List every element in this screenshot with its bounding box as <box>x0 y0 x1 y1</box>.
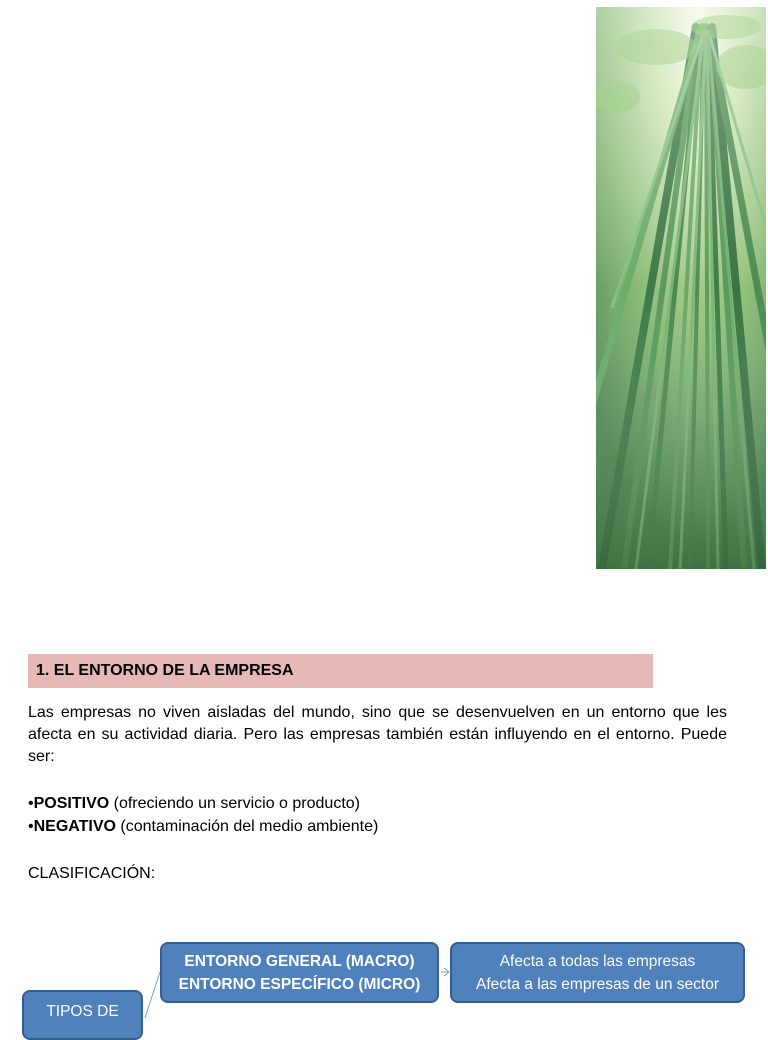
section-heading: 1. EL ENTORNO DE LA EMPRESA <box>28 654 653 688</box>
arrow-icon <box>444 968 449 976</box>
bullet-text-positivo: (ofreciendo un servicio o producto) <box>109 795 360 812</box>
bullet-marker: • <box>28 795 34 812</box>
type-especifico-label: ENTORNO ESPECÍFICO (MICRO) <box>178 976 421 993</box>
diagram-types-box <box>160 942 439 1003</box>
bullet-label-negativo: NEGATIVO <box>33 818 116 835</box>
clasificacion-label: CLASIFICACIÓN: <box>28 865 156 882</box>
effect-general-label: Afecta a todas las empresas <box>499 953 696 970</box>
intro-paragraph: Las empresas no viven aisladas del mundo, sino que se desenvuelven en un entorno que les afecta en su actividad diaria. Pero las empresas también están influyendo en el entorno. Puede ser: <box>28 704 727 765</box>
root-connector-line <box>145 972 160 1018</box>
bamboo-forest-photo <box>596 7 766 569</box>
bullet-positivo <box>28 793 360 815</box>
diagram-root-box <box>22 990 143 1040</box>
bullet-label-positivo: POSITIVO <box>33 795 110 812</box>
bullet-negativo <box>28 816 378 838</box>
bamboo-illustration <box>596 7 766 569</box>
bullet-marker: • <box>28 818 34 835</box>
diagram-effects-box <box>450 942 745 1003</box>
bullet-text-negativo: (contaminación del medio ambiente) <box>115 818 379 835</box>
type-general-label: ENTORNO GENERAL (MACRO) <box>184 953 415 970</box>
diagram-root-label: TIPOS DE <box>46 1003 119 1020</box>
effect-especifico-label: Afecta a las empresas de un sector <box>476 976 719 993</box>
